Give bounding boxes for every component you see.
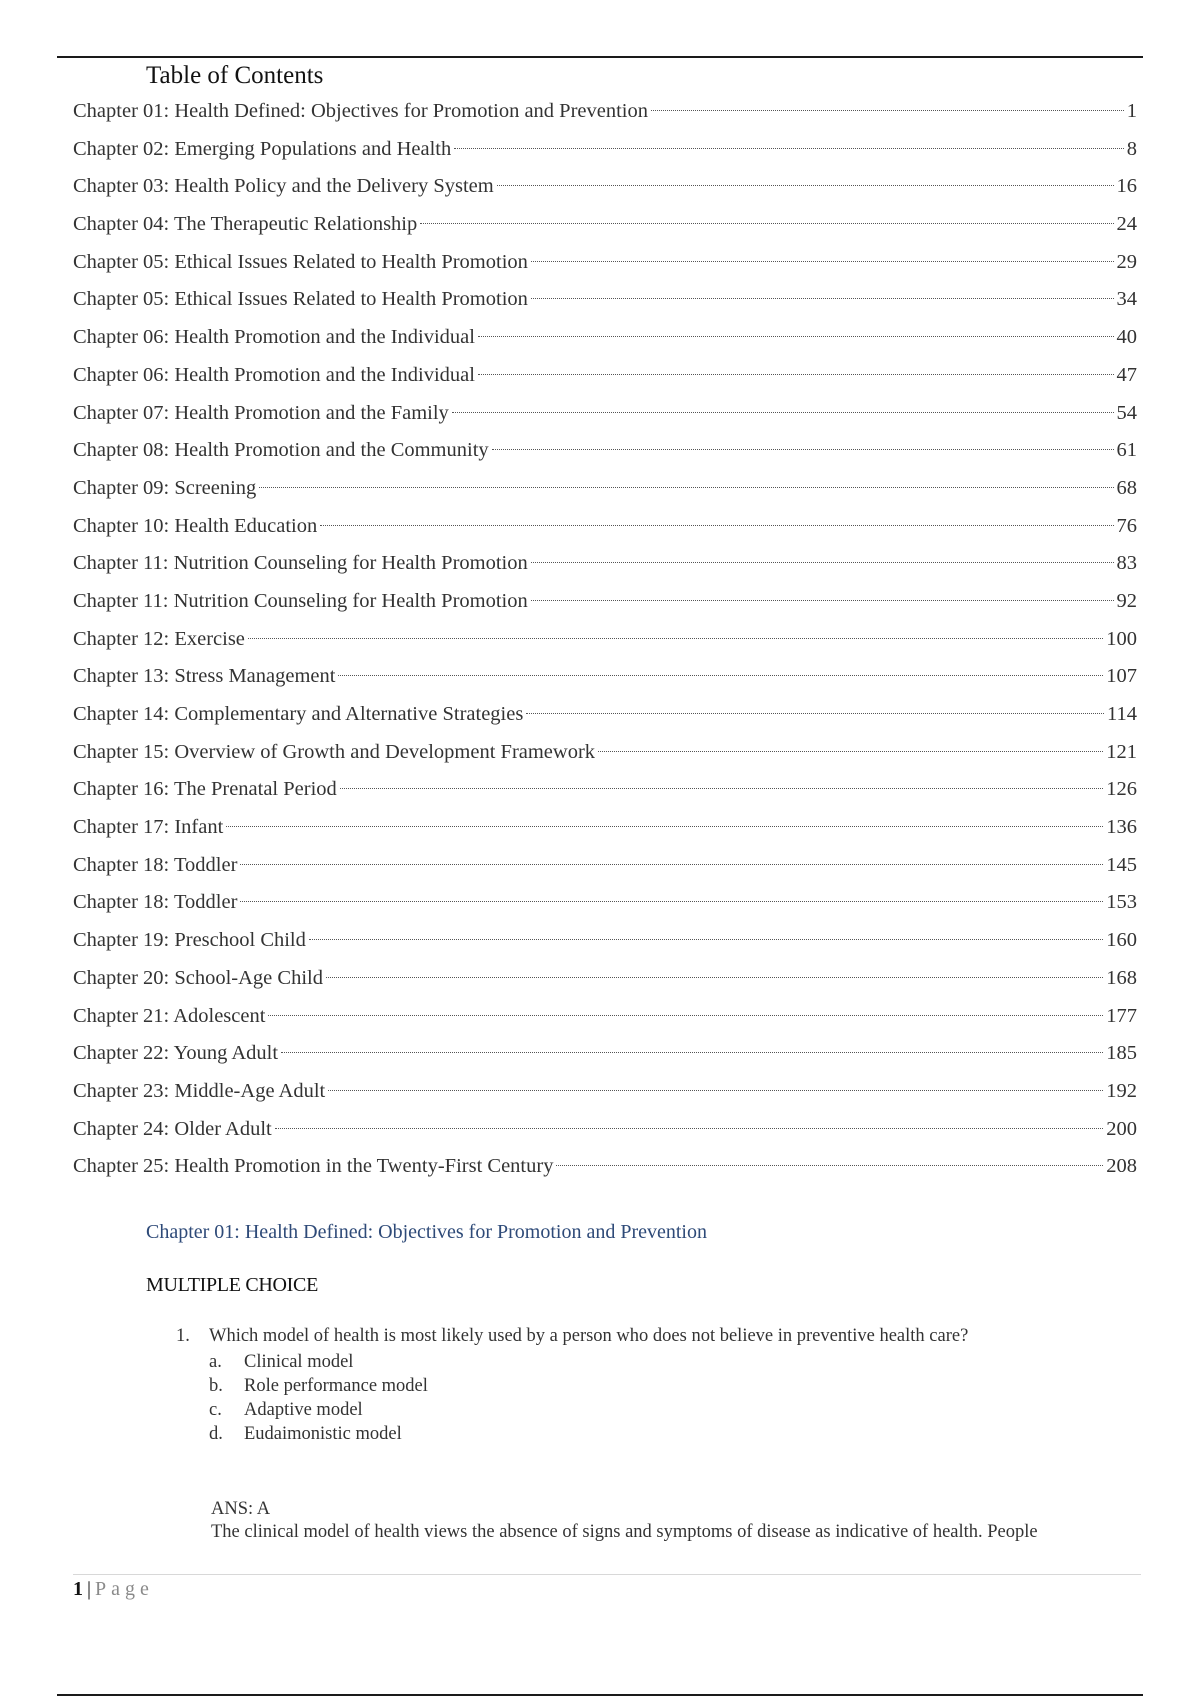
toc-dot-leader [268, 1014, 1103, 1016]
toc-dot-leader [526, 712, 1104, 714]
toc-entry-page: 68 [1116, 476, 1137, 499]
toc-entry-title: Chapter 19: Preschool Child [73, 929, 306, 952]
toc-entry-title: Chapter 02: Emerging Populations and Health [73, 137, 452, 160]
toc-entry-page: 145 [1106, 853, 1137, 876]
footer-rule [73, 1574, 1141, 1575]
question-number: 1. [176, 1326, 190, 1346]
option-text: Clinical model [244, 1352, 354, 1372]
toc-entry-title: Chapter 11: Nutrition Counseling for Health Promotion [73, 552, 528, 575]
toc-entry-page: 136 [1106, 816, 1137, 839]
toc-entry-page: 47 [1116, 363, 1137, 386]
toc-entry-title: Chapter 05: Ethical Issues Related to Health Promotion [73, 250, 528, 273]
toc-dot-leader [531, 260, 1114, 262]
toc-entry[interactable] [73, 206, 1137, 244]
toc-entry-page: 24 [1116, 213, 1137, 236]
toc-entry[interactable] [73, 1035, 1137, 1073]
toc-entry[interactable] [73, 847, 1137, 885]
question-block [176, 1326, 968, 1446]
toc-entry-page: 83 [1116, 552, 1137, 575]
toc-entry-page: 114 [1107, 703, 1137, 725]
toc-entry-page: 1 [1126, 100, 1137, 122]
toc-entry-title: Chapter 06: Health Promotion and the Individual [73, 326, 475, 349]
toc-entry-title: Chapter 09: Screening [73, 476, 257, 499]
option-letter: b. [209, 1376, 223, 1396]
toc-entry-page: 185 [1106, 1042, 1137, 1065]
toc-entry-page: 200 [1106, 1117, 1137, 1140]
toc-entry-page: 29 [1116, 250, 1137, 273]
section-heading: MULTIPLE CHOICE [146, 1274, 318, 1296]
toc-entry-title: Chapter 15: Overview of Growth and Development Framework [73, 740, 596, 763]
toc-dot-leader [320, 524, 1113, 526]
toc-entry[interactable] [73, 357, 1137, 395]
option-text: Eudaimonistic model [244, 1424, 402, 1444]
page-number: 1 [73, 1578, 83, 1600]
toc-entry[interactable] [73, 470, 1137, 508]
answer-options [209, 1350, 968, 1446]
toc-dot-leader [598, 750, 1103, 752]
option-letter: d. [209, 1424, 223, 1444]
toc-dot-leader [478, 373, 1114, 375]
toc-entry[interactable] [73, 93, 1137, 131]
toc-entry-title: Chapter 12: Exercise [73, 627, 245, 650]
toc-entry-title: Chapter 06: Health Promotion and the Individual [73, 363, 475, 386]
toc-entry-title: Chapter 20: School-Age Child [73, 966, 323, 989]
chapter-heading[interactable]: Chapter 01: Health Defined: Objectives for Promotion and Prevention [146, 1221, 707, 1243]
toc-dot-leader [338, 674, 1103, 676]
toc-dot-leader [454, 147, 1124, 149]
table-of-contents [73, 93, 1137, 1186]
toc-dot-leader [531, 297, 1114, 299]
option-item [209, 1422, 968, 1446]
toc-entry-title: Chapter 18: Toddler [73, 853, 238, 876]
option-item [209, 1350, 968, 1374]
toc-entry-page: 100 [1106, 627, 1137, 650]
option-text: Role performance model [244, 1376, 428, 1396]
toc-entry-title: Chapter 21: Adolescent [73, 1004, 266, 1027]
answer-rationale: The clinical model of health views the absence of signs and symptoms of disease as indicative of health. People [211, 1522, 1038, 1542]
toc-entry[interactable] [73, 1148, 1137, 1186]
toc-dot-leader [259, 486, 1113, 488]
toc-dot-leader [275, 1127, 1104, 1129]
toc-entry-title: Chapter 07: Health Promotion and the Family [73, 401, 449, 424]
toc-entry[interactable] [73, 319, 1137, 357]
toc-entry-page: 61 [1116, 439, 1137, 462]
toc-entry[interactable] [73, 281, 1137, 319]
toc-entry-title: Chapter 24: Older Adult [73, 1117, 272, 1140]
toc-entry-page: 16 [1116, 175, 1137, 198]
toc-dot-leader [452, 411, 1114, 413]
toc-entry[interactable] [73, 771, 1137, 809]
toc-entry[interactable] [73, 734, 1137, 772]
toc-entry-title: Chapter 25: Health Promotion in the Twenty-First Century [73, 1155, 554, 1178]
toc-entry-page: 126 [1106, 778, 1137, 801]
toc-entry-page: 54 [1116, 401, 1137, 424]
answer-block [211, 1499, 1038, 1543]
toc-entry[interactable] [73, 809, 1137, 847]
toc-dot-leader [281, 1051, 1103, 1053]
toc-entry-title: Chapter 16: The Prenatal Period [73, 778, 337, 801]
toc-entry-page: 92 [1116, 589, 1137, 612]
toc-dot-leader [531, 561, 1114, 563]
toc-dot-leader [420, 222, 1113, 224]
toc-entry-page: 177 [1106, 1004, 1137, 1027]
toc-entry-page: 107 [1106, 665, 1137, 688]
toc-entry[interactable] [73, 583, 1137, 621]
toc-entry-page: 192 [1106, 1079, 1137, 1102]
toc-entry-page: 160 [1106, 929, 1137, 952]
toc-entry-page: 76 [1116, 514, 1137, 537]
page-footer [73, 1578, 154, 1601]
toc-dot-leader [531, 599, 1114, 601]
toc-entry[interactable] [73, 131, 1137, 169]
toc-dot-leader [478, 335, 1114, 337]
toc-entry-title: Chapter 01: Health Defined: Objectives for Promotion and Prevention [73, 100, 649, 122]
toc-entry-title: Chapter 05: Ethical Issues Related to Health Promotion [73, 288, 528, 311]
option-letter: c. [209, 1400, 222, 1420]
toc-entry[interactable] [73, 508, 1137, 546]
toc-entry[interactable] [73, 545, 1137, 583]
toc-dot-leader [240, 863, 1103, 865]
toc-entry-page: 121 [1106, 740, 1137, 763]
toc-entry-title: Chapter 23: Middle-Age Adult [73, 1079, 326, 1102]
toc-entry[interactable] [73, 1111, 1137, 1149]
toc-entry-page: 40 [1116, 326, 1137, 349]
toc-entry-title: Chapter 13: Stress Management [73, 665, 336, 688]
option-letter: a. [209, 1352, 222, 1372]
toc-dot-leader [492, 448, 1114, 450]
toc-dot-leader [248, 637, 1103, 639]
option-item [209, 1398, 968, 1422]
footer-separator: | [87, 1578, 92, 1600]
toc-dot-leader [226, 825, 1103, 827]
toc-entry[interactable] [73, 168, 1137, 206]
toc-entry[interactable] [73, 621, 1137, 659]
toc-entry-page: 8 [1126, 137, 1137, 160]
toc-entry-title: Chapter 08: Health Promotion and the Community [73, 439, 489, 462]
toc-entry-page: 208 [1106, 1155, 1137, 1178]
toc-entry[interactable] [73, 696, 1137, 734]
toc-dot-leader [651, 109, 1124, 111]
toc-entry-title: Chapter 10: Health Education [73, 514, 318, 537]
toc-entry[interactable] [73, 884, 1137, 922]
toc-dot-leader [497, 184, 1114, 186]
toc-entry[interactable] [73, 1073, 1137, 1111]
toc-entry-page: 153 [1106, 891, 1137, 914]
top-rule [57, 56, 1143, 58]
toc-entry[interactable] [73, 395, 1137, 433]
toc-entry-title: Chapter 22: Young Adult [73, 1042, 279, 1065]
toc-entry[interactable] [73, 658, 1137, 696]
toc-entry-title: Chapter 17: Infant [73, 816, 224, 839]
toc-entry[interactable] [73, 922, 1137, 960]
toc-entry-title: Chapter 14: Complementary and Alternative Strategies [73, 703, 524, 725]
toc-entry[interactable] [73, 960, 1137, 998]
toc-dot-leader [326, 976, 1103, 978]
toc-entry-page: 34 [1116, 288, 1137, 311]
question-text: Which model of health is most likely used by a person who does not believe in preventive health care? [209, 1326, 969, 1346]
toc-entry-title: Chapter 04: The Therapeutic Relationship [73, 213, 418, 236]
toc-dot-leader [240, 900, 1103, 902]
toc-dot-leader [556, 1164, 1103, 1166]
toc-dot-leader [340, 787, 1103, 789]
page-label: Page [95, 1578, 154, 1600]
toc-entry[interactable] [73, 244, 1137, 282]
toc-entry-page: 168 [1106, 966, 1137, 989]
toc-entry-title: Chapter 03: Health Policy and the Delivery System [73, 175, 494, 198]
toc-dot-leader [309, 938, 1103, 940]
option-text: Adaptive model [244, 1400, 363, 1420]
toc-title: Table of Contents [146, 62, 324, 89]
toc-entry[interactable] [73, 432, 1137, 470]
toc-entry[interactable] [73, 998, 1137, 1036]
toc-entry-title: Chapter 11: Nutrition Counseling for Health Promotion [73, 589, 528, 612]
answer-key: ANS: A [211, 1499, 271, 1519]
option-item [209, 1374, 968, 1398]
bottom-rule [57, 1694, 1143, 1696]
toc-dot-leader [328, 1089, 1103, 1091]
toc-entry-title: Chapter 18: Toddler [73, 891, 238, 914]
